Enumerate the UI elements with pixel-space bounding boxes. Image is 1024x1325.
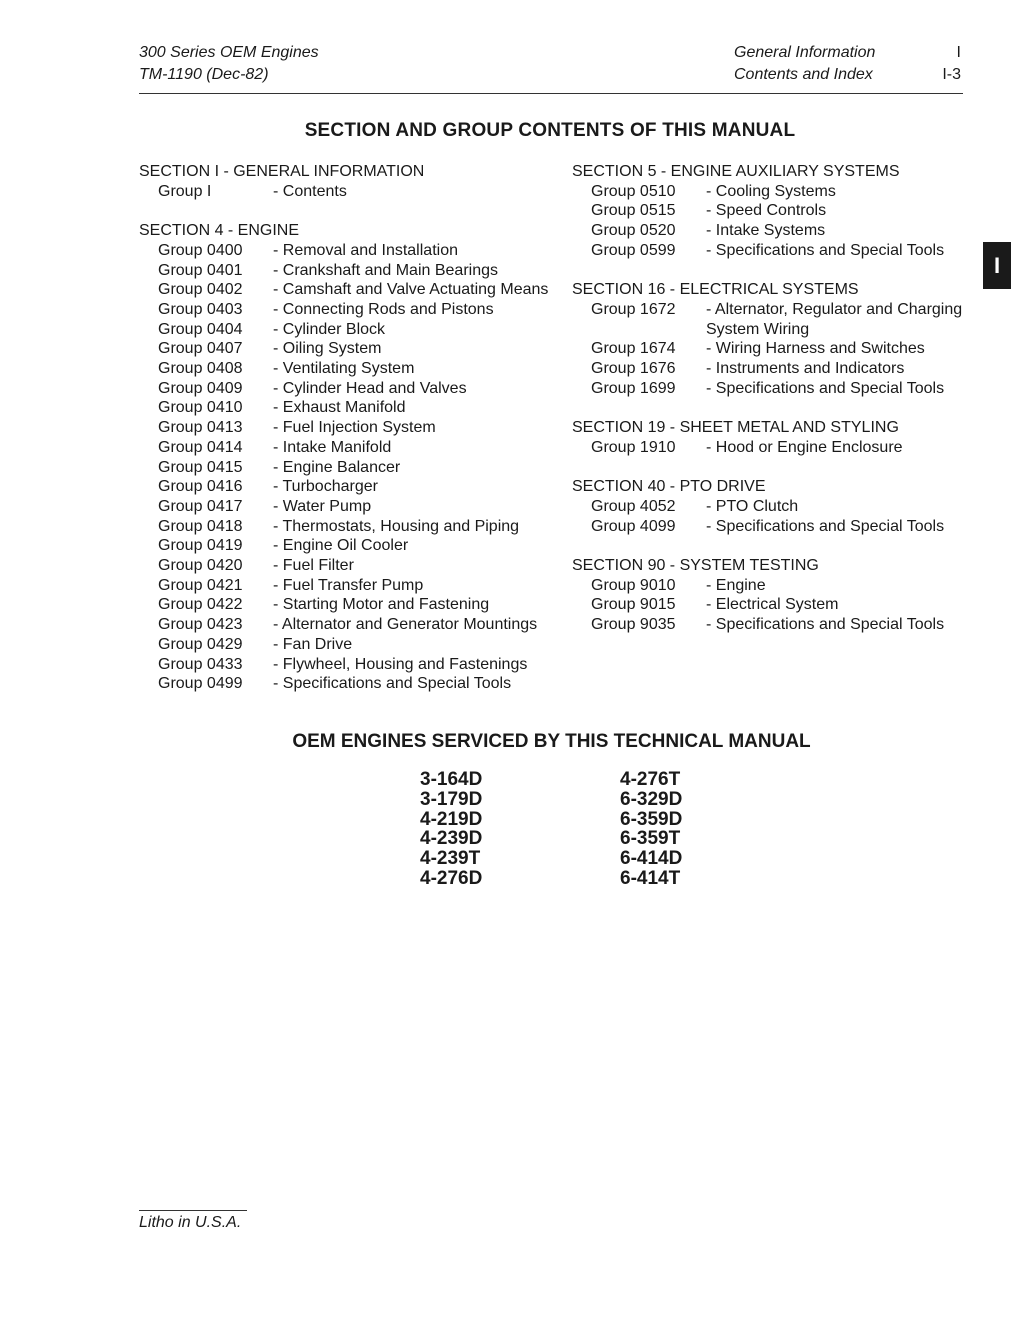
group-title: - Intake Manifold bbox=[273, 438, 392, 456]
group-title: - Engine Oil Cooler bbox=[273, 537, 409, 555]
group-title: - Oiling System bbox=[273, 340, 382, 358]
group-title: - Crankshaft and Main Bearings bbox=[273, 261, 498, 279]
group-title: - Instruments and Indicators bbox=[706, 360, 905, 378]
group-title: - PTO Clutch bbox=[706, 497, 799, 515]
section-title: SECTION 19 - SHEET METAL AND STYLING bbox=[572, 419, 899, 437]
section-block bbox=[572, 418, 972, 457]
print-note: Litho in U.S.A. bbox=[139, 1214, 242, 1231]
page-header bbox=[139, 44, 963, 92]
group-title: - Removal and Installation bbox=[273, 241, 458, 259]
group-number: Group 0515 bbox=[591, 202, 676, 220]
group-title: - Intake Systems bbox=[706, 222, 826, 240]
group-number: Group 0510 bbox=[591, 182, 676, 200]
group-title: - Thermostats, Housing and Piping bbox=[273, 517, 520, 535]
group-number: Group 9010 bbox=[591, 576, 676, 594]
group-title: - Contents bbox=[273, 182, 347, 200]
group-entry bbox=[572, 595, 972, 615]
group-number: Group 0416 bbox=[158, 478, 243, 496]
engine-model: 3-179D bbox=[420, 788, 483, 810]
group-title: - Alternator and Generator Mountings bbox=[273, 616, 538, 634]
engine-model: 3-164D bbox=[420, 769, 483, 790]
group-number: Group 9035 bbox=[591, 616, 676, 634]
section-title: SECTION 4 - ENGINE bbox=[139, 222, 300, 240]
group-title: - Fuel Injection System bbox=[273, 419, 436, 437]
section-number: I bbox=[956, 44, 961, 61]
engine-models-column-2 bbox=[620, 770, 682, 889]
group-number: Group 1676 bbox=[591, 360, 676, 378]
section-title: SECTION 16 - ELECTRICAL SYSTEMS bbox=[572, 281, 859, 299]
engine-model: 4-239T bbox=[420, 848, 481, 870]
engine-model: 4-239D bbox=[420, 828, 483, 850]
engine-model: 4-219D bbox=[420, 808, 483, 830]
group-title: - Specifications and Special Tools bbox=[706, 241, 945, 259]
group-entry bbox=[139, 438, 559, 458]
group-entry bbox=[139, 556, 559, 576]
group-title: - Alternator, Regulator and Charging System Wiring bbox=[706, 300, 963, 338]
header-rule bbox=[139, 93, 963, 94]
group-title: - Cylinder Block bbox=[273, 320, 386, 338]
group-number: Group 0429 bbox=[158, 635, 243, 653]
group-entry bbox=[572, 517, 972, 537]
group-title: - Specifications and Special Tools bbox=[706, 517, 945, 535]
oem-engines-title: OEM ENGINES SERVICED BY THIS TECHNICAL MANUAL bbox=[292, 731, 811, 752]
group-number: Group 0421 bbox=[158, 576, 243, 594]
group-number: Group 0404 bbox=[158, 320, 243, 338]
group-entry bbox=[572, 221, 972, 241]
group-title: - Turbocharger bbox=[273, 478, 378, 496]
group-entry bbox=[139, 300, 559, 320]
group-number: Group 9015 bbox=[591, 596, 676, 614]
footer-rule bbox=[139, 1210, 247, 1211]
group-entry bbox=[139, 379, 559, 399]
group-title: - Cylinder Head and Valves bbox=[273, 379, 467, 397]
group-entry bbox=[572, 438, 972, 458]
group-entry bbox=[139, 536, 559, 556]
section-title: SECTION 90 - SYSTEM TESTING bbox=[572, 557, 819, 574]
group-entry bbox=[139, 458, 559, 478]
group-entry bbox=[572, 359, 972, 379]
group-number: Group 0410 bbox=[158, 399, 243, 417]
group-number: Group 0418 bbox=[158, 517, 243, 535]
group-title: - Engine bbox=[706, 576, 766, 594]
group-entry bbox=[572, 201, 972, 221]
engine-model: 6-359T bbox=[620, 828, 681, 850]
group-title: - Engine Balancer bbox=[273, 458, 401, 476]
group-number: Group 0417 bbox=[158, 497, 243, 515]
right-contents-column bbox=[572, 162, 972, 655]
group-number: Group 0400 bbox=[158, 241, 243, 259]
group-title: - Specifications and Special Tools bbox=[273, 675, 512, 693]
manual-number: TM-1190 (Dec-82) bbox=[139, 66, 269, 83]
group-entry bbox=[139, 398, 559, 418]
left-contents-column bbox=[139, 162, 559, 714]
group-number: Group 0407 bbox=[158, 340, 243, 358]
group-entry bbox=[572, 182, 972, 202]
group-number: Group 0420 bbox=[158, 557, 243, 575]
group-number: Group 0599 bbox=[591, 241, 676, 259]
page-number: I-3 bbox=[942, 66, 961, 83]
group-entry bbox=[139, 359, 559, 379]
group-entry bbox=[572, 576, 972, 596]
group-number: Group 0415 bbox=[158, 458, 243, 476]
group-number: Group 1674 bbox=[591, 340, 676, 358]
group-entry bbox=[139, 280, 559, 300]
engine-model: 6-414T bbox=[620, 867, 681, 889]
group-entry bbox=[572, 300, 972, 339]
chapter-subtitle: Contents and Index bbox=[734, 66, 873, 83]
section-block bbox=[572, 477, 972, 536]
section-block bbox=[572, 556, 972, 635]
group-title: - Specifications and Special Tools bbox=[706, 616, 945, 634]
manual-title: 300 Series OEM Engines bbox=[139, 44, 319, 61]
group-number: Group 0423 bbox=[158, 616, 243, 634]
engine-model: 6-359D bbox=[620, 808, 683, 830]
group-number: Group 0414 bbox=[158, 438, 243, 456]
section-block bbox=[139, 162, 559, 201]
group-entry bbox=[139, 339, 559, 359]
engine-model: 4-276T bbox=[620, 769, 681, 790]
group-title: - Camshaft and Valve Actuating Means bbox=[273, 281, 549, 299]
section-block bbox=[572, 280, 972, 398]
section-block bbox=[139, 221, 559, 694]
section-title: SECTION 5 - ENGINE AUXILIARY SYSTEMS bbox=[572, 163, 900, 180]
group-title: - Fuel Filter bbox=[273, 557, 354, 575]
group-entry bbox=[139, 418, 559, 438]
group-entry bbox=[139, 497, 559, 517]
group-title: - Hood or Engine Enclosure bbox=[706, 438, 903, 456]
group-number: Group 4099 bbox=[591, 517, 676, 535]
group-title: - Fuel Transfer Pump bbox=[273, 576, 424, 594]
group-title: - Speed Controls bbox=[706, 202, 827, 220]
group-number: Group 0499 bbox=[158, 675, 243, 693]
group-number: Group 0403 bbox=[158, 300, 243, 318]
section-title: SECTION 40 - PTO DRIVE bbox=[572, 478, 766, 496]
group-entry bbox=[139, 320, 559, 340]
group-entry bbox=[139, 576, 559, 596]
group-entry bbox=[572, 241, 972, 261]
group-entry bbox=[139, 674, 559, 694]
group-number: Group 0402 bbox=[158, 281, 243, 299]
group-number: Group 0433 bbox=[158, 655, 243, 673]
group-title: - Ventilating System bbox=[273, 360, 415, 378]
group-number: Group 0419 bbox=[158, 537, 243, 555]
group-entry bbox=[139, 517, 559, 537]
group-entry bbox=[139, 477, 559, 497]
section-title: SECTION I - GENERAL INFORMATION bbox=[139, 163, 425, 180]
group-entry bbox=[572, 615, 972, 635]
group-number: Group I bbox=[158, 182, 212, 200]
group-entry bbox=[572, 339, 972, 359]
group-title: - Exhaust Manifold bbox=[273, 399, 406, 417]
group-number: Group 0401 bbox=[158, 261, 243, 279]
group-title: - Electrical System bbox=[706, 596, 839, 614]
section-block bbox=[572, 162, 972, 261]
engine-models-column-1 bbox=[420, 770, 482, 889]
group-number: Group 4052 bbox=[591, 497, 676, 515]
group-number: Group 1699 bbox=[591, 379, 676, 397]
group-number: Group 1672 bbox=[591, 300, 676, 318]
group-entry bbox=[139, 655, 559, 675]
engine-model: 6-414D bbox=[620, 848, 683, 870]
group-title: - Starting Motor and Fastening bbox=[273, 596, 490, 614]
chapter-title: General Information bbox=[734, 44, 876, 61]
engine-model: 6-329D bbox=[620, 788, 683, 810]
group-number: Group 0422 bbox=[158, 596, 243, 614]
group-number: Group 0409 bbox=[158, 379, 243, 397]
group-entry bbox=[139, 241, 559, 261]
group-entry bbox=[139, 595, 559, 615]
group-entry bbox=[139, 635, 559, 655]
group-entry bbox=[139, 182, 559, 202]
group-entry bbox=[139, 261, 559, 281]
group-entry bbox=[572, 379, 972, 399]
group-title: - Water Pump bbox=[273, 497, 372, 515]
group-title: - Fan Drive bbox=[273, 635, 353, 653]
engine-model: 4-276D bbox=[420, 867, 483, 889]
group-entry bbox=[572, 497, 972, 517]
group-title: - Wiring Harness and Switches bbox=[706, 340, 925, 358]
group-title: - Specifications and Special Tools bbox=[706, 379, 945, 397]
group-entry bbox=[139, 615, 559, 635]
group-title: - Cooling Systems bbox=[706, 182, 836, 200]
group-number: Group 0520 bbox=[591, 222, 676, 240]
group-number: Group 0408 bbox=[158, 360, 243, 378]
group-number: Group 1910 bbox=[591, 438, 676, 456]
section-tab: I bbox=[983, 242, 1011, 289]
group-number: Group 0413 bbox=[158, 419, 243, 437]
page-title: SECTION AND GROUP CONTENTS OF THIS MANUAL bbox=[304, 120, 796, 141]
group-title: - Connecting Rods and Pistons bbox=[273, 300, 494, 318]
group-title: - Flywheel, Housing and Fastenings bbox=[273, 655, 528, 673]
